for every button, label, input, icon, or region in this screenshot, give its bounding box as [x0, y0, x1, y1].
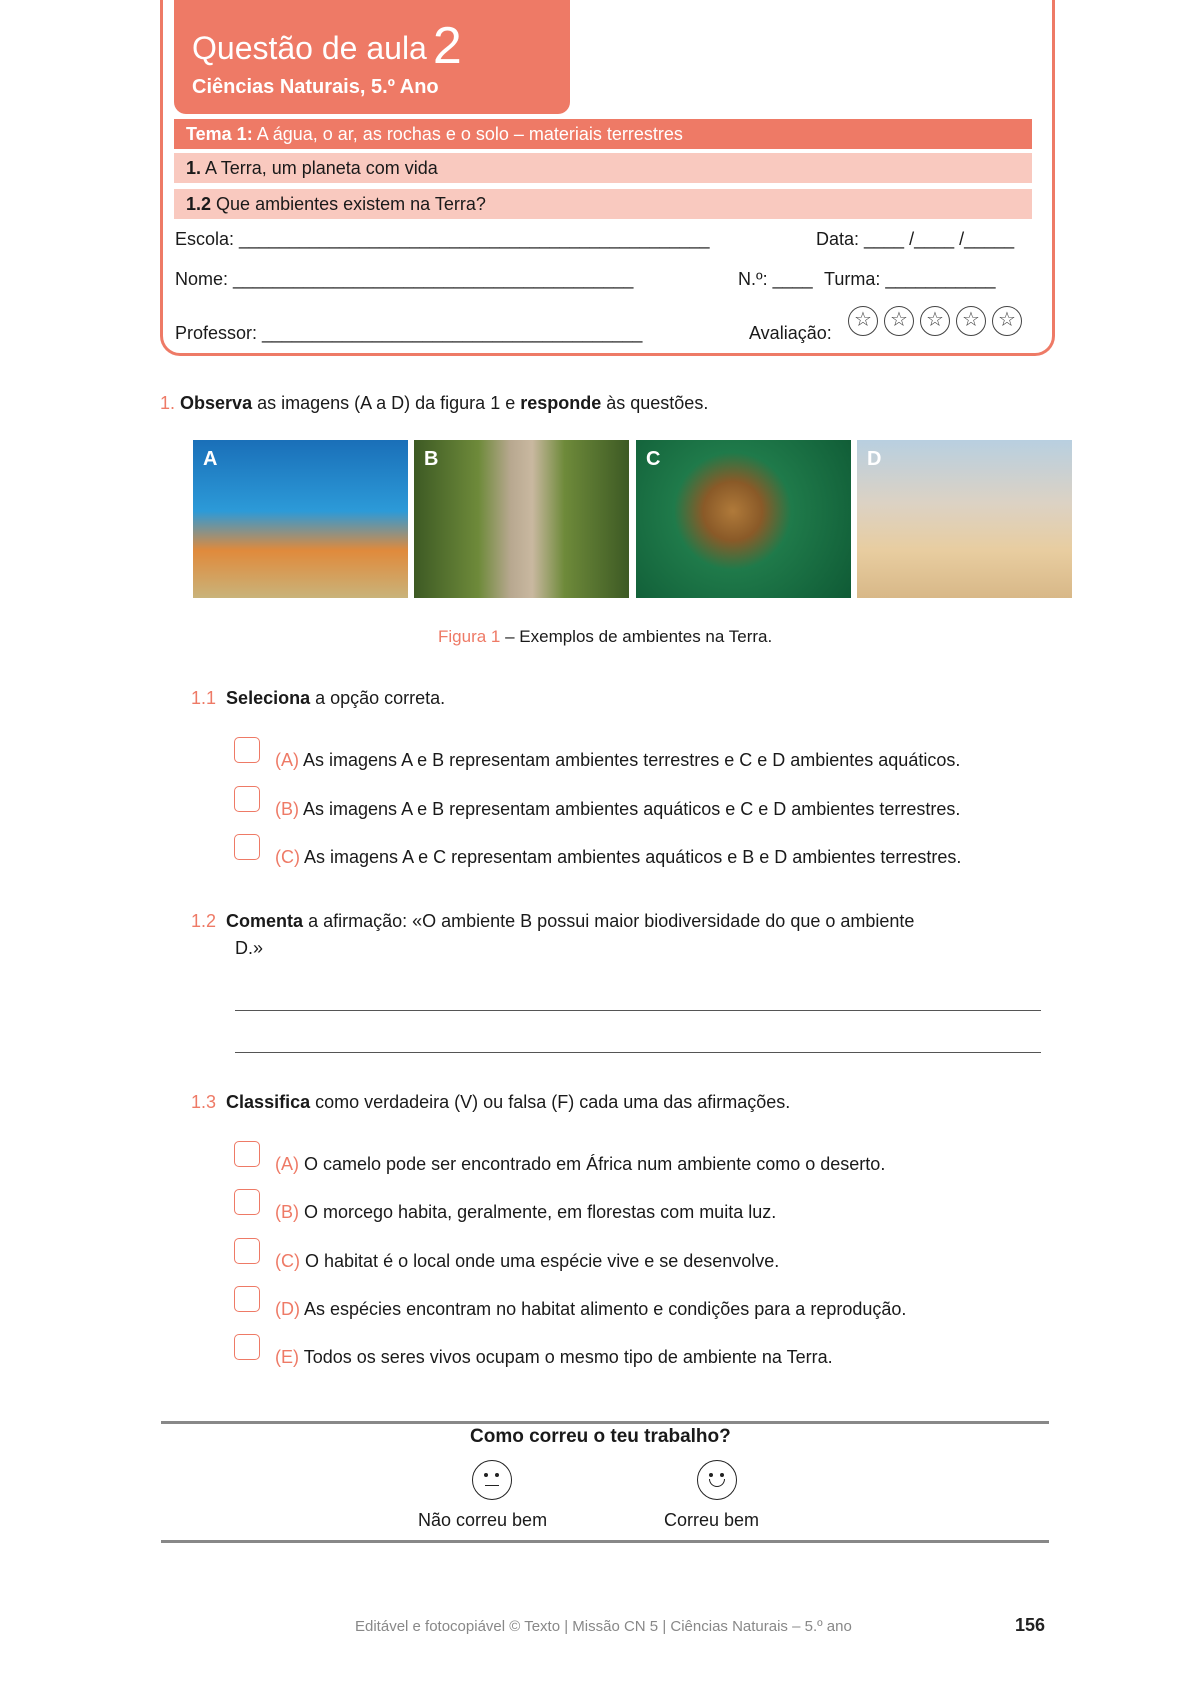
question-1-1	[191, 688, 445, 709]
photo-label-b: B	[424, 448, 439, 470]
page-number: 156	[1015, 1615, 1046, 1635]
title-tab	[174, 0, 570, 114]
question-1-2-number: 1.2	[191, 911, 217, 931]
checkbox-1-3-e[interactable]	[234, 1334, 260, 1360]
question-1-1-number: 1.1	[191, 688, 217, 708]
photo-scorpion-desert	[857, 440, 1072, 598]
question-1-verb-responde: responde	[520, 393, 602, 413]
photo-label-d: D	[867, 448, 882, 470]
question-1	[160, 393, 708, 414]
answer-line[interactable]	[235, 1052, 1041, 1053]
option-text: As imagens A e C representam ambientes aquáticos e B e D ambientes terrestres.	[304, 847, 962, 867]
photo-ocean-reef	[193, 440, 408, 598]
subtitle: Ciências Naturais, 5.º Ano	[192, 76, 439, 98]
figure-caption	[438, 627, 772, 647]
section-band-1	[174, 153, 1032, 183]
question-1-2-line2: D.»	[235, 938, 264, 958]
tema-label: Tema 1:	[186, 124, 253, 144]
option-letter: (B)	[275, 1202, 299, 1222]
question-1-2-verb: Comenta	[226, 911, 304, 931]
question-1-3	[191, 1092, 790, 1113]
title-text: Questão de aula	[192, 30, 427, 66]
title-number: 2	[432, 17, 462, 75]
option-text: O habitat é o local onde uma espécie vive e se desenvolve.	[305, 1251, 780, 1271]
option-1-3-c	[275, 1251, 779, 1272]
question-1-number: 1.	[160, 393, 176, 413]
option-letter: (A)	[275, 750, 299, 770]
option-text: O morcego habita, geralmente, em florestas com muita luz.	[304, 1202, 777, 1222]
option-1-1-b	[275, 799, 960, 820]
option-1-1-a	[275, 750, 960, 771]
section-band-1-2	[174, 189, 1032, 219]
divider-bottom	[161, 1540, 1049, 1543]
option-letter: (E)	[275, 1347, 299, 1367]
question-1-1-verb: Seleciona	[226, 688, 311, 708]
photo-label-c: C	[646, 448, 661, 470]
option-1-3-d	[275, 1299, 906, 1320]
option-1-3-a	[275, 1154, 885, 1175]
star-icon[interactable]: ☆	[884, 306, 914, 336]
neutral-face-icon[interactable]	[472, 1460, 512, 1500]
star-icon[interactable]: ☆	[920, 306, 950, 336]
page-title	[192, 16, 462, 76]
question-1-2	[191, 911, 914, 932]
data-field[interactable]: Data: ____ /____ /_____	[816, 229, 1015, 249]
question-1-verb-observa: Observa	[180, 393, 253, 413]
tema-band	[174, 119, 1032, 149]
star-icon[interactable]: ☆	[992, 306, 1022, 336]
question-1-3-number: 1.3	[191, 1092, 217, 1112]
question-1-text-b: às questões.	[601, 393, 709, 413]
photo-frog-leaf	[636, 440, 851, 598]
avaliacao-label: Avaliação:	[749, 323, 832, 343]
figure-caption-text: – Exemplos de ambientes na Terra.	[500, 627, 773, 646]
escola-field[interactable]: Escola: _______________________________________________	[175, 229, 710, 249]
option-1-3-b	[275, 1202, 776, 1223]
option-text: As espécies encontram no habitat alimento e condições para a reprodução.	[304, 1299, 907, 1319]
checkbox-1-3-b[interactable]	[234, 1189, 260, 1215]
nome-field[interactable]: Nome: ________________________________________	[175, 269, 634, 289]
section-1-2-text: Que ambientes existem na Terra?	[216, 194, 486, 214]
question-1-3-text: como verdadeira (V) ou falsa (F) cada uma das afirmações.	[310, 1092, 791, 1112]
star-icon[interactable]: ☆	[956, 306, 986, 336]
feedback-title: Como correu o teu trabalho?	[470, 1426, 731, 1447]
tema-text: A água, o ar, as rochas e o solo – materiais terrestres	[256, 124, 683, 144]
professor-field[interactable]: Professor: ______________________________________	[175, 323, 643, 343]
footer-text: Editável e fotocopiável © Texto | Missão CN 5 | Ciências Naturais – 5.º ano	[355, 1618, 852, 1635]
question-1-1-text: a opção correta.	[310, 688, 446, 708]
checkbox-1-1-c[interactable]	[234, 834, 260, 860]
checkbox-1-3-a[interactable]	[234, 1141, 260, 1167]
section-1-text: A Terra, um planeta com vida	[205, 158, 438, 178]
option-1-1-c	[275, 847, 961, 868]
question-1-2-text: a afirmação: «O ambiente B possui maior biodiversidade do que o ambiente	[303, 911, 915, 931]
question-1-text-a: as imagens (A a D) da figura 1 e	[252, 393, 521, 413]
section-1-num: 1.	[186, 158, 202, 178]
option-letter: (C)	[275, 847, 300, 867]
option-text: As imagens A e B representam ambientes terrestres e C e D ambientes aquáticos.	[303, 750, 961, 770]
numero-field[interactable]: N.º: ____	[738, 269, 813, 289]
photo-label-a: A	[203, 448, 218, 470]
option-letter: (A)	[275, 1154, 299, 1174]
option-text: As imagens A e B representam ambientes aquáticos e C e D ambientes terrestres.	[303, 799, 961, 819]
photo-rabbit-forest	[414, 440, 629, 598]
star-icon[interactable]: ☆	[848, 306, 878, 336]
feedback-bad-label: Não correu bem	[418, 1510, 548, 1530]
checkbox-1-3-d[interactable]	[234, 1286, 260, 1312]
checkbox-1-3-c[interactable]	[234, 1238, 260, 1264]
feedback-good-label: Correu bem	[664, 1510, 760, 1530]
answer-line[interactable]	[235, 1010, 1041, 1011]
turma-field[interactable]: Turma: ___________	[824, 269, 996, 289]
option-1-3-e	[275, 1347, 833, 1368]
rating-stars	[848, 306, 1028, 336]
checkbox-1-1-a[interactable]	[234, 737, 260, 763]
figure-label: Figura 1	[438, 627, 501, 646]
option-text: Todos os seres vivos ocupam o mesmo tipo de ambiente na Terra.	[303, 1347, 833, 1367]
question-1-3-verb: Classifica	[226, 1092, 311, 1112]
option-letter: (B)	[275, 799, 299, 819]
section-1-2-num: 1.2	[186, 194, 212, 214]
smiley-face-icon[interactable]	[697, 1460, 737, 1500]
divider-top	[161, 1421, 1049, 1424]
checkbox-1-1-b[interactable]	[234, 786, 260, 812]
option-letter: (D)	[275, 1299, 300, 1319]
option-text: O camelo pode ser encontrado em África num ambiente como o deserto.	[304, 1154, 886, 1174]
option-letter: (C)	[275, 1251, 300, 1271]
